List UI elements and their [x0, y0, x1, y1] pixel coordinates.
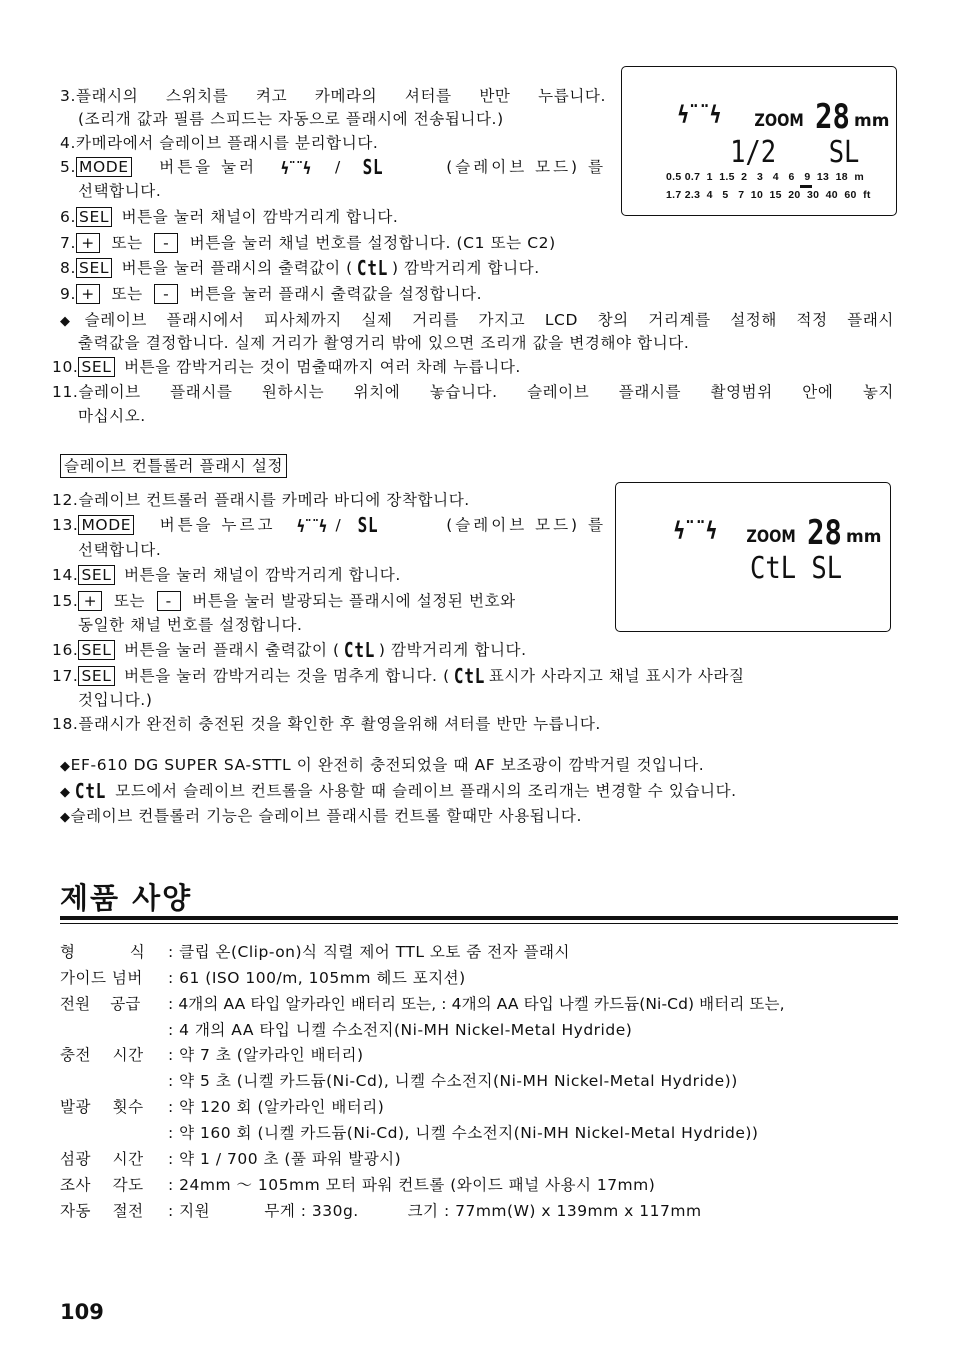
- note-controller-function: ◆슬레이브 컨틀롤러 기능은 슬레이브 플래시를 컨트롤 할때만 사용됩니다.: [60, 807, 583, 825]
- step-5: 5. MODE 버튼을 눌러 ϟ¨¨ϟ / SL (슬레이브 모드) 를: [60, 155, 606, 179]
- zoom-label: ZOOM: [754, 111, 804, 131]
- spec-row: 발광 횟수 : 약 120 회 (알카라인 배터리): [60, 1098, 385, 1116]
- step-17: 17. SEL 버튼을 눌러 깜박거리는 것을 멈추게 합니다. ( CtL 표시가 사라지고 채널 표시가 사라질: [52, 664, 745, 688]
- spec-row: 충전 시간 : 약 7 초 (알카라인 배터리): [60, 1046, 364, 1064]
- lcd-display-slave: [621, 66, 897, 216]
- ctl-icon: CtL: [74, 779, 106, 803]
- step-6: 6. SEL 버튼을 눌러 채널이 깜박거리게 합니다.: [60, 208, 399, 226]
- distance-scale-m: 0.5 0.7 1 1.5 2 3 4 6 9 13 18 m: [666, 171, 864, 183]
- step-3: 3.플래시의 스위치를 켜고 카메라의 셔터를 반만 누릅니다.: [60, 87, 606, 105]
- section-heading-specs: 제품 사양: [60, 881, 193, 915]
- step-7: 7. + 또는 - 버튼을 눌러 채널 번호를 설정합니다. (C1 또는 C2): [60, 234, 556, 252]
- step-17-cont: 것입니다.): [78, 691, 153, 709]
- spec-row: 섬광 시간 : 약 1 / 700 초 (풀 파워 발광시): [60, 1150, 402, 1168]
- plus-button-label: +: [76, 233, 100, 253]
- minus-button-label: -: [157, 591, 181, 611]
- step-10: 10. SEL 버튼을 깜박거리는 것이 멈출때까지 여러 차례 누릅니다.: [52, 358, 521, 376]
- mode-button-label: MODE: [78, 515, 134, 535]
- note-af-assist: ◆EF-610 DG SUPER SA-STTL 이 완전히 충전되었을 때 AF 보조광이 깜박거릴 것입니다.: [60, 756, 705, 774]
- step-13: 13. MODE 버튼을 누르고 ϟ¨¨ϟ / SL (슬레이브 모드) 를: [52, 513, 606, 537]
- spec-row: 형 식 : 클립 온(Clip-on)식 직렬 제어 TTL 오토 줌 전자 플래시: [60, 943, 570, 961]
- lcd-display-controller: [615, 482, 891, 632]
- step-9: 9. + 또는 - 버튼을 눌러 플래시 출력값을 설정합니다.: [60, 285, 483, 303]
- spec-row: 자동 절전 : 지원 무게 : 330g. 크기 : 77mm(W) x 139mm x 117mm: [60, 1202, 702, 1220]
- step-4: 4.카메라에서 슬레이브 플래시를 분리합니다.: [60, 134, 379, 152]
- note-ctl-mode: ◆ CtL 모드에서 슬레이브 컨트롤을 사용할 때 슬레이브 플래시의 조리개는 변경할 수 있습니다.: [60, 779, 737, 803]
- spec-row: : 4 개의 AA 타입 니켈 수소전지(Ni-MH Nickel-Metal Hydride): [168, 1021, 633, 1039]
- minus-button-label: -: [154, 233, 178, 253]
- mode-button-label: MODE: [76, 157, 132, 177]
- step-14: 14. SEL 버튼을 눌러 채널이 깜박거리게 합니다.: [52, 566, 401, 584]
- focal-length-value: 28: [807, 513, 842, 553]
- section-title-controller: 슬레이브 컨틀롤러 플래시 설정: [60, 454, 287, 478]
- mm-unit: mm: [846, 527, 882, 547]
- spec-row: 조사 각도 : 24mm ～ 105mm 모터 파워 컨트롤 (와이드 패널 사용시 17mm): [60, 1176, 656, 1194]
- heading-rule-thick: [60, 916, 898, 920]
- step-16: 16. SEL 버튼을 눌러 플래시 출력값이 ( CtL ) 깜박거리게 합니다.: [52, 638, 527, 662]
- slave-mode-icon: SL: [363, 155, 384, 179]
- flash-wireless-icon: ϟ¨¨ϟ: [296, 517, 327, 537]
- step-15: 15. + 또는 - 버튼을 눌러 발광되는 플래시에 설정된 번호와: [52, 592, 516, 610]
- step-18: 18.플래시가 완전히 충전된 것을 확인한 후 촬영을위해 셔터를 반만 누릅니다.: [52, 715, 601, 733]
- mm-unit: mm: [854, 111, 890, 131]
- spec-row: 가이드 넘버 : 61 (ISO 100/m, 105mm 헤드 포지션): [60, 969, 466, 987]
- plus-button-label: +: [78, 591, 102, 611]
- sel-button-label: SEL: [78, 565, 114, 585]
- slave-mode-indicator: SL: [828, 135, 860, 170]
- flash-wireless-icon: ϟ¨¨ϟ: [677, 101, 721, 129]
- step-15-cont: 동일한 채널 번호를 설정합니다.: [78, 616, 303, 634]
- spec-row: 전원 공급 : 4개의 AA 타입 알카라인 배터리 또는, : 4개의 AA 타입 나켈 카드듐(Ni-Cd) 배터리 또는,: [60, 995, 785, 1013]
- distance-indicator-bar: [800, 185, 812, 188]
- sel-button-label: SEL: [78, 640, 114, 660]
- sel-button-label: SEL: [76, 207, 112, 227]
- zoom-label: ZOOM: [746, 527, 796, 547]
- spec-row: : 약 5 초 (니켈 카드듐(Ni-Cd), 니켈 수소전지(Ni-MH Nickel-Metal Hydride)): [168, 1072, 738, 1090]
- distance-scale-ft: 1.7 2.3 4 5 7 10 15 20 30 40 60 ft: [666, 189, 871, 201]
- step-11: 11.슬레이브 플래시를 원하시는 위치에 놓습니다. 슬레이브 플래시를 촬영범위 안에 놓지: [52, 383, 894, 401]
- page-number: 109: [60, 1300, 104, 1324]
- sel-button-label: SEL: [78, 357, 114, 377]
- step-5-cont: 선택합니다.: [78, 182, 162, 200]
- power-ratio-value: 1/2: [730, 135, 777, 170]
- flash-wireless-icon: ϟ¨¨ϟ: [673, 517, 717, 545]
- focal-length-value: 28: [815, 97, 850, 137]
- step-13-cont: 선택합니다.: [78, 541, 162, 559]
- ctl-icon: CtL: [356, 256, 389, 280]
- plus-button-label: +: [76, 284, 100, 304]
- note-distance: ◆슬레이브 플래시에서 피사체까지 실제 거리를 가지고 LCD 창의 거리계를 설정해 적정 플래시: [60, 311, 894, 329]
- note-distance-cont: 출력값을 결정합니다. 실제 거리가 촬영거리 밖에 있으면 조리개 값을 변경해야 합니다.: [78, 334, 690, 352]
- slave-mode-icon: SL: [357, 513, 379, 537]
- heading-rule-thin: [60, 923, 898, 924]
- step-8: 8. SEL 버튼을 눌러 플래시의 출력값이 ( CtL ) 깜박거리게 합니다.: [60, 256, 540, 280]
- step-11-cont: 마십시오.: [78, 407, 146, 425]
- controller-status: CtL SL: [750, 551, 843, 586]
- spec-row: : 약 160 회 (니켈 카드듐(Ni-Cd), 니켈 수소전지(Ni-MH Nickel-Metal Hydride)): [168, 1124, 759, 1142]
- ctl-icon: CtL: [453, 664, 485, 688]
- sel-button-label: SEL: [78, 666, 114, 686]
- step-3-cont: (조리개 값과 필름 스피드는 자동으로 플래시에 전송됩니다.): [78, 110, 504, 128]
- ctl-icon: CtL: [343, 638, 375, 662]
- minus-button-label: -: [154, 284, 178, 304]
- step-12: 12.슬레이브 컨트롤러 플래시를 카메라 바디에 장착합니다.: [52, 491, 470, 509]
- sel-button-label: SEL: [76, 258, 112, 278]
- flash-wireless-icon: ϟ¨¨ϟ: [280, 159, 310, 179]
